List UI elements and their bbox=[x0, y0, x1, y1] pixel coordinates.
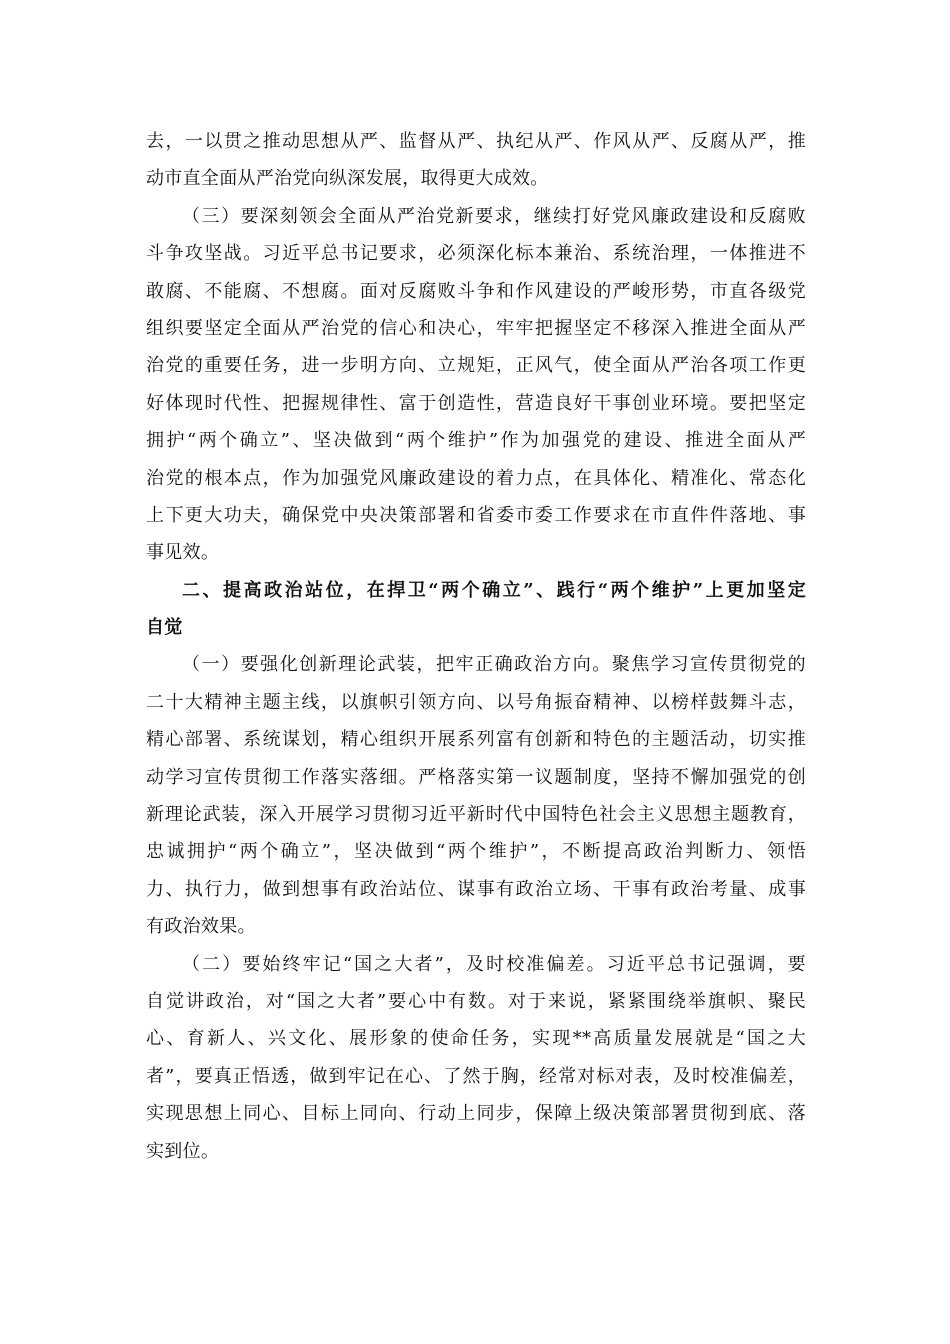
text-line: 拥护“两个确立”、坚决做到“两个维护”作为加强党的建设、推进全面从严 bbox=[146, 430, 806, 452]
text-line: 好体现时代性、把握规律性、富于创造性，营造良好干事创业环境。要把坚定 bbox=[146, 392, 806, 414]
paragraph-start-line: （三）要深刻领会全面从严治党新要求，继续打好党风廉政建设和反腐败 bbox=[182, 205, 806, 227]
section-heading-line: 自觉 bbox=[146, 617, 183, 639]
text-line: 事见效。 bbox=[146, 542, 220, 564]
document-body bbox=[146, 123, 806, 1170]
text-line: 实到位。 bbox=[146, 1140, 220, 1162]
text-line: 忠诚拥护“两个确立”，坚决做到“两个维护”，不断提高政治判断力、领悟 bbox=[146, 841, 806, 863]
section-heading-line: 二、提高政治站位，在捍卫“两个确立”、践行“两个维护”上更加坚定 bbox=[182, 579, 806, 601]
text-line: 动学习宣传贯彻工作落实落细。严格落实第一议题制度，坚持不懈加强党的创 bbox=[146, 766, 806, 788]
text-line: 动市直全面从严治党向纵深发展，取得更大成效。 bbox=[146, 168, 549, 190]
text-line: 上下更大功夫，确保党中央决策部署和省委市委工作要求在市直件件落地、事 bbox=[146, 504, 806, 526]
text-line: 自觉讲政治，对“国之大者”要心中有数。对于来说，紧紧围绕举旗帜、聚民 bbox=[146, 990, 806, 1012]
text-line: 治党的根本点，作为加强党风廉政建设的着力点，在具体化、精准化、常态化 bbox=[146, 467, 806, 489]
text-line: 有政治效果。 bbox=[146, 916, 256, 938]
text-line: 组织要坚定全面从严治党的信心和决心，牢牢把握坚定不移深入推进全面从严 bbox=[146, 317, 806, 339]
paragraph-start-line: （二）要始终牢记“国之大者”，及时校准偏差。习近平总书记强调，要 bbox=[182, 953, 806, 975]
text-line: 实现思想上同心、目标上同向、行动上同步，保障上级决策部署贯彻到底、落 bbox=[146, 1103, 806, 1125]
paragraph-start-line: （一）要强化创新理论武装，把牢正确政治方向。聚焦学习宣传贯彻党的 bbox=[182, 654, 806, 676]
text-line: 心、育新人、兴文化、展形象的使命任务，实现**高质量发展就是“国之大 bbox=[146, 1028, 806, 1050]
text-line: 去，一以贯之推动思想从严、监督从严、执纪从严、作风从严、反腐从严，推 bbox=[146, 131, 806, 152]
text-line: 精心部署、系统谋划，精心组织开展系列富有创新和特色的主题活动，切实推 bbox=[146, 729, 806, 751]
text-line: 敢腐、不能腐、不想腐。面对反腐败斗争和作风建设的严峻形势，市直各级党 bbox=[146, 280, 806, 302]
text-line: 者”，要真正悟透，做到牢记在心、了然于胸，经常对标对表，及时校准偏差， bbox=[146, 1065, 806, 1087]
text-line: 二十大精神主题主线，以旗帜引领方向、以号角振奋精神、以榜样鼓舞斗志， bbox=[146, 691, 806, 713]
text-line: 力、执行力，做到想事有政治站位、谋事有政治立场、干事有政治考量、成事 bbox=[146, 878, 806, 900]
text-line: 新理论武装，深入开展学习贯彻习近平新时代中国特色社会主义思想主题教育， bbox=[146, 804, 806, 826]
text-line: 斗争攻坚战。习近平总书记要求，必须深化标本兼治、系统治理，一体推进不 bbox=[146, 243, 806, 265]
text-line: 治党的重要任务，进一步明方向、立规矩，正风气，使全面从严治各项工作更 bbox=[146, 355, 806, 377]
